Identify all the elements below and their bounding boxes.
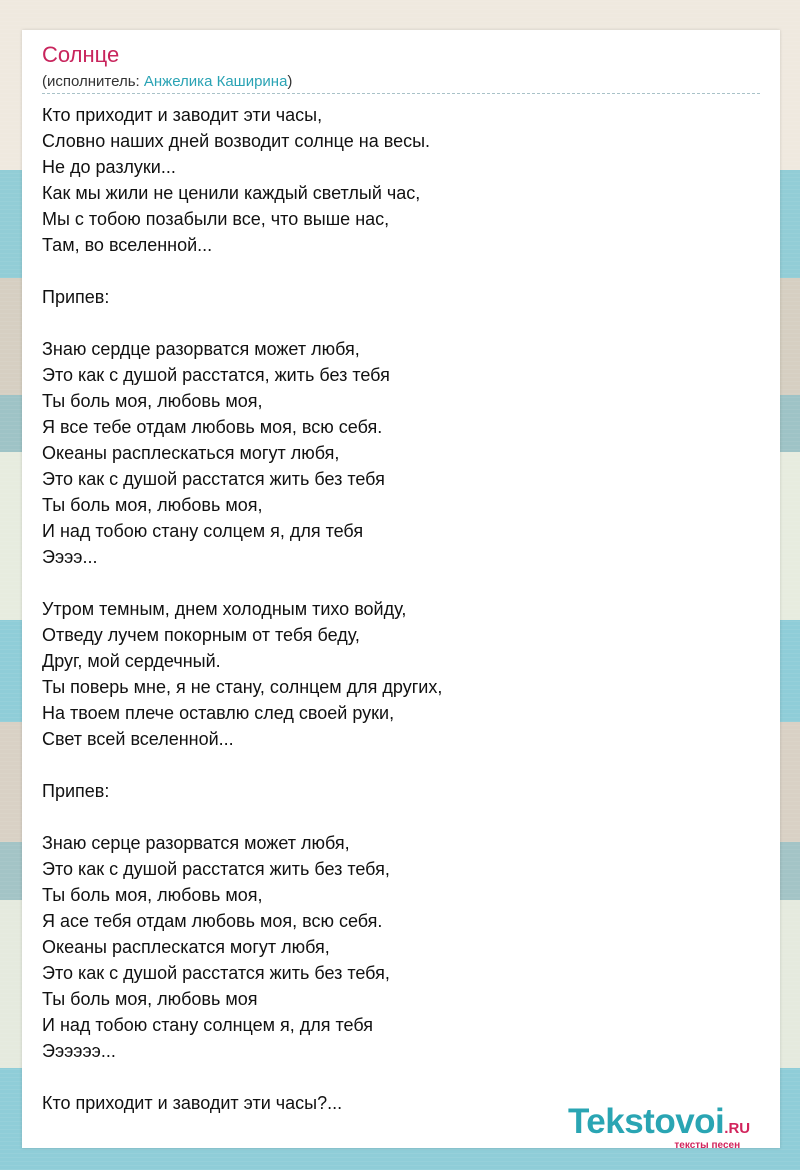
lyrics-line: Ты боль моя, любовь моя, <box>42 391 263 411</box>
performer-prefix: (исполнитель: <box>42 73 144 90</box>
lyrics-line: И над тобою стану солнцем я, для тебя <box>42 1015 374 1035</box>
lyrics-line: Словно наших дней возводит солнце на весы. <box>42 131 431 151</box>
lyrics-line: Отведу лучем покорным от тебя беду, <box>42 625 360 645</box>
lyrics-line: Свет всей вселенной... <box>42 729 234 749</box>
lyrics-line: Знаю сердце разорватся может любя, <box>42 339 360 359</box>
lyrics-blank-line <box>42 258 442 284</box>
lyrics-line: Океаны расплескатся могут любя, <box>42 937 330 957</box>
lyrics-line: Знаю серце разорватся может любя, <box>42 833 350 853</box>
performer-suffix: ) <box>287 73 293 90</box>
lyrics-line: Океаны расплескаться могут любя, <box>42 443 340 463</box>
lyrics-line: Ты боль моя, любовь моя, <box>42 885 263 905</box>
song-title: Солнце <box>42 42 120 67</box>
lyrics-line: И над тобою стану солцем я, для тебя <box>42 521 364 541</box>
lyrics-blank-line <box>42 570 442 596</box>
lyrics-line: Это как с душой расстатся, жить без тебя <box>42 365 390 385</box>
lyrics-body <box>42 102 442 1116</box>
lyrics-line: Там, во вселенной... <box>42 235 213 255</box>
lyrics-line: Припев: <box>42 287 110 307</box>
artist-link[interactable]: Анжелика Каширина <box>143 73 288 90</box>
lyrics-line: Ты боль моя, любовь моя, <box>42 495 263 515</box>
lyrics-blank-line <box>42 804 442 830</box>
lyrics-line: Утром темным, днем холодным тихо войду, <box>42 599 407 619</box>
logo-tld: .RU <box>724 1120 751 1137</box>
lyrics-line: На твоем плече оставлю след своей руки, <box>42 703 395 723</box>
lyrics-line: Ээээ... <box>42 547 98 567</box>
lyrics-line: Припев: <box>42 781 110 801</box>
logo-tagline: тексты песен <box>674 1140 741 1151</box>
lyrics-blank-line <box>42 1064 442 1090</box>
lyrics-line: Ээээээ... <box>42 1041 116 1061</box>
lyrics-line: Кто приходит и заводит эти часы?... <box>42 1093 343 1113</box>
lyrics-line: Как мы жили не ценили каждый светлый час, <box>42 183 421 203</box>
lyrics-line: Мы с тобою позабыли все, что выше нас, <box>42 209 390 229</box>
lyrics-line: Друг, мой сердечный. <box>42 651 221 671</box>
lyrics-line: Это как с душой расстатся жить без тебя <box>42 469 385 489</box>
lyrics-line: Я все тебе отдам любовь моя, всю себя. <box>42 417 383 437</box>
lyrics-line: Я асе тебя отдам любовь моя, всю себя. <box>42 911 383 931</box>
lyrics-line: Ты поверь мне, я не стану, солнцем для других, <box>42 677 443 697</box>
performer-line <box>42 73 760 94</box>
lyrics-blank-line <box>42 752 442 778</box>
logo-brand: Tekstovoi <box>568 1102 725 1141</box>
lyrics-blank-line <box>42 310 442 336</box>
site-logo[interactable] <box>568 1102 751 1151</box>
lyrics-line: Это как с душой расстатся жить без тебя, <box>42 859 390 879</box>
lyrics-line: Это как с душой расстатся жить без тебя, <box>42 963 390 983</box>
lyrics-line: Ты боль моя, любовь моя <box>42 989 258 1009</box>
lyrics-line: Кто приходит и заводит эти часы, <box>42 105 323 125</box>
lyrics-line: Не до разлуки... <box>42 157 176 177</box>
lyrics-card <box>22 30 780 1151</box>
